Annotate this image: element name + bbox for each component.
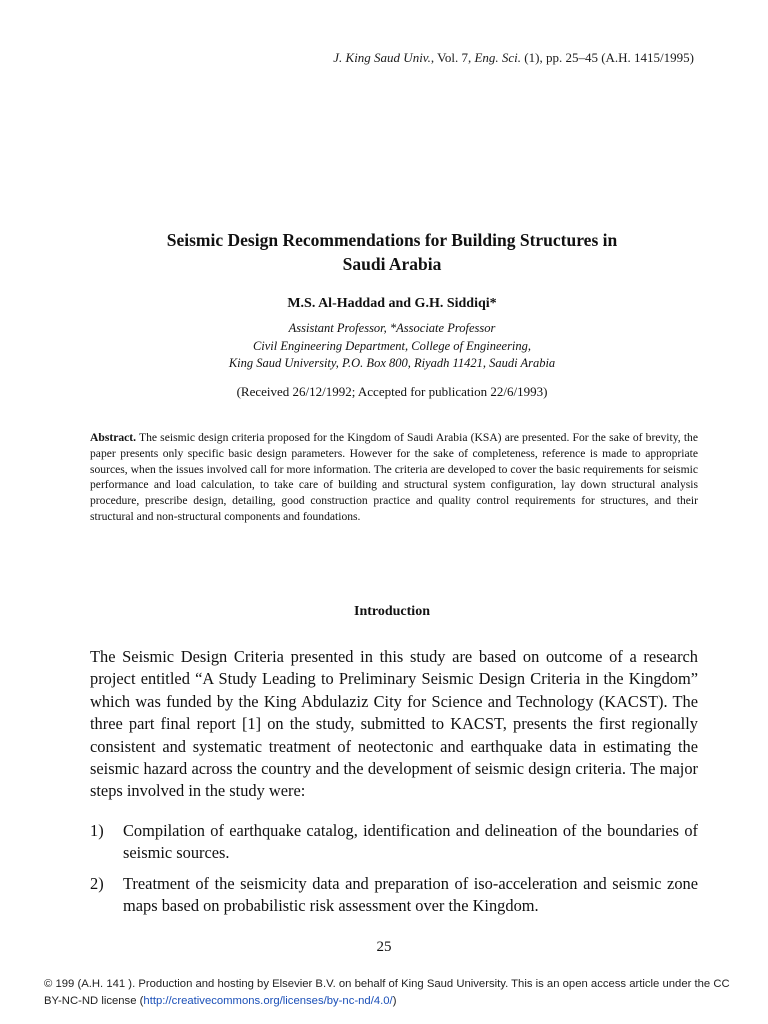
affiliation-line-3: King Saud University, P.O. Box 800, Riyadh 11421, Saudi Arabia	[228, 356, 556, 370]
paper-authors: M.S. Al-Haddad and G.H. Siddiqi*	[287, 296, 497, 311]
journal-pages: (1), pp. 25–45 (A.H. 1415/1995)	[521, 50, 694, 65]
license-link[interactable]: http://creativecommons.org/licenses/by-nc-nd/4.0/	[143, 995, 393, 1007]
list-item-number: 2)	[90, 873, 104, 893]
paper-title	[90, 228, 694, 276]
list-item-text: Compilation of earthquake catalog, identification and delineation of the boundaries of seismic sources.	[123, 821, 698, 863]
list-item	[90, 873, 698, 918]
abstract-text: The seismic design criteria proposed for the Kingdom of Saudi Arabia (KSA) are presented. For the sake of brevity, the paper presents only specific basic design parameters. However for the sake of completeness, reference is made to appropriate sources, when the issues involved call for more information. The criteria are developed to cover the basic requirements for seismic performance and load calculation, to take care of building and structural system configuration, lay down structural analysis procedure, prescribe design, detailing, good construction practice and quality control requirements for structures, and their structural and non-structural components and foundations.	[90, 431, 698, 523]
list-item-number: 1)	[90, 821, 104, 840]
abstract-label: Abstract.	[90, 431, 137, 444]
intro-paragraph: The Seismic Design Criteria presented in this study are based on outcome of a research project entitled “A Study Leading to Preliminary Seismic Design Criteria in the Kingdom” which was funded by the King Abdulaziz City for Science and Technology (KACST). The three part final report [1] on the study, submitted to KACST, presents the first regionally consistent and systematic treatment of neotectonic and earthquake data in estimating the seismic hazard across the country and the development of seismic design criteria. The major steps involved in the study were:	[90, 647, 698, 801]
journal-volume: , Vol. 7,	[430, 50, 475, 65]
journal-citation-header	[333, 50, 694, 66]
journal-name: J. King Saud Univ.	[333, 50, 431, 65]
steps-list	[90, 820, 698, 926]
list-item	[90, 820, 698, 865]
license-notice	[44, 976, 744, 1010]
license-close: )	[392, 995, 397, 1007]
received-dates: (Received 26/12/1992; Accepted for publication 22/6/1993)	[236, 384, 548, 399]
section-heading-introduction: Introduction	[354, 604, 430, 619]
paper-title-line-1: Seismic Design Recommendations for Building Structures in	[166, 230, 618, 250]
license-text: © 199 (A.H. 141 ). Production and hosting by Elsevier B.V. on behalf of King Saud University. This is an open access article under the CC BY-NC-ND license (	[44, 978, 730, 1007]
paper-title-line-2: Saudi Arabia	[342, 254, 442, 274]
abstract	[90, 430, 698, 525]
page-number: 25	[376, 939, 392, 955]
author-affiliation	[90, 320, 694, 373]
affiliation-line-2: Civil Engineering Department, College of Engineering,	[252, 338, 532, 353]
journal-section: Eng. Sci.	[474, 50, 522, 65]
affiliation-line-1: Assistant Professor, *Associate Professor	[288, 321, 496, 335]
list-item-text: Treatment of the seismicity data and preparation of iso-acceleration and seismic zone maps based on probabilistic risk assessment over the Kingdom.	[123, 873, 698, 916]
